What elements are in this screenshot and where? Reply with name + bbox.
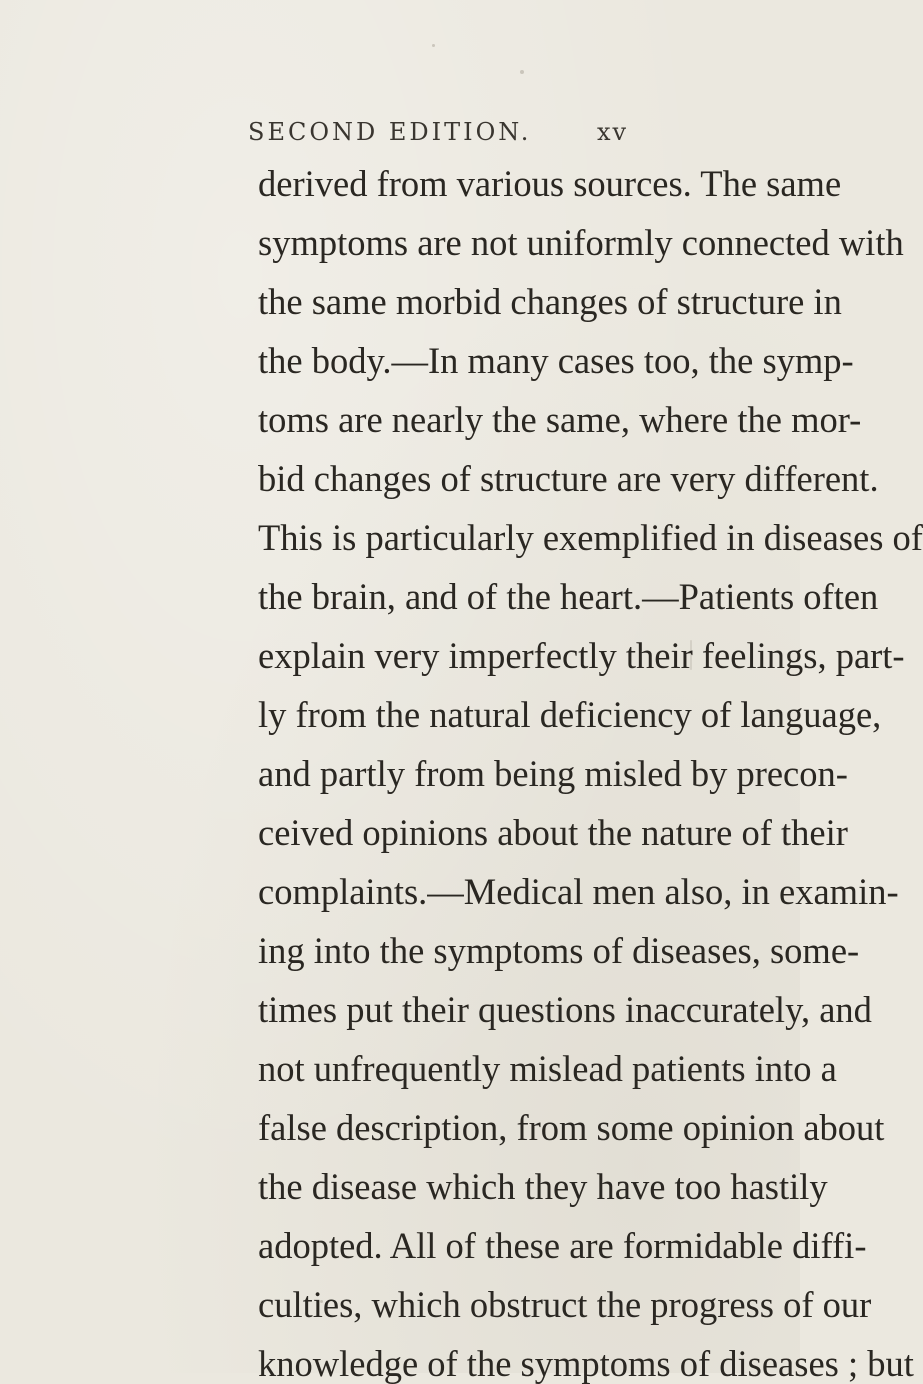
text-line: bid changes of structure are very different.	[258, 458, 879, 499]
text-line: ceived opinions about the nature of their	[258, 812, 848, 853]
text-line: explain very imperfectly their feelings, part-	[258, 635, 905, 676]
running-head: SECOND EDITION.	[248, 118, 532, 146]
page-number: xv	[597, 118, 629, 146]
text-line: toms are nearly the same, where the mor-	[258, 399, 862, 440]
text-line: This is particularly exemplified in diseases of	[258, 517, 923, 558]
text-line: not unfrequently mislead patients into a	[258, 1048, 837, 1089]
text-line: the brain, and of the heart.—Patients often	[258, 576, 879, 617]
text-line: and partly from being misled by precon-	[258, 753, 848, 794]
text-line: culties, which obstruct the progress of our	[258, 1284, 872, 1325]
paper-speck	[432, 44, 435, 47]
text-line: complaints.—Medical men also, in examin-	[258, 871, 899, 912]
text-line: knowledge of the symptoms of diseases ; but	[258, 1343, 914, 1384]
text-line: ly from the natural deficiency of language,	[258, 694, 882, 735]
text-line: ing into the symptoms of diseases, some-	[258, 930, 860, 971]
text-line: derived from various sources. The same	[258, 163, 842, 204]
text-line: times put their questions inaccurately, and	[258, 989, 872, 1030]
text-line: adopted. All of these are formidable diffi-	[258, 1225, 867, 1266]
text-line: the disease which they have too hastily	[258, 1166, 828, 1207]
text-line: the body.—In many cases too, the symp-	[258, 340, 854, 381]
text-line: symptoms are not uniformly connected with	[258, 222, 904, 263]
text-line: false description, from some opinion about	[258, 1107, 885, 1148]
paper-speck	[520, 70, 524, 74]
text-line: the same morbid changes of structure in	[258, 281, 842, 322]
page-header	[0, 112, 800, 152]
